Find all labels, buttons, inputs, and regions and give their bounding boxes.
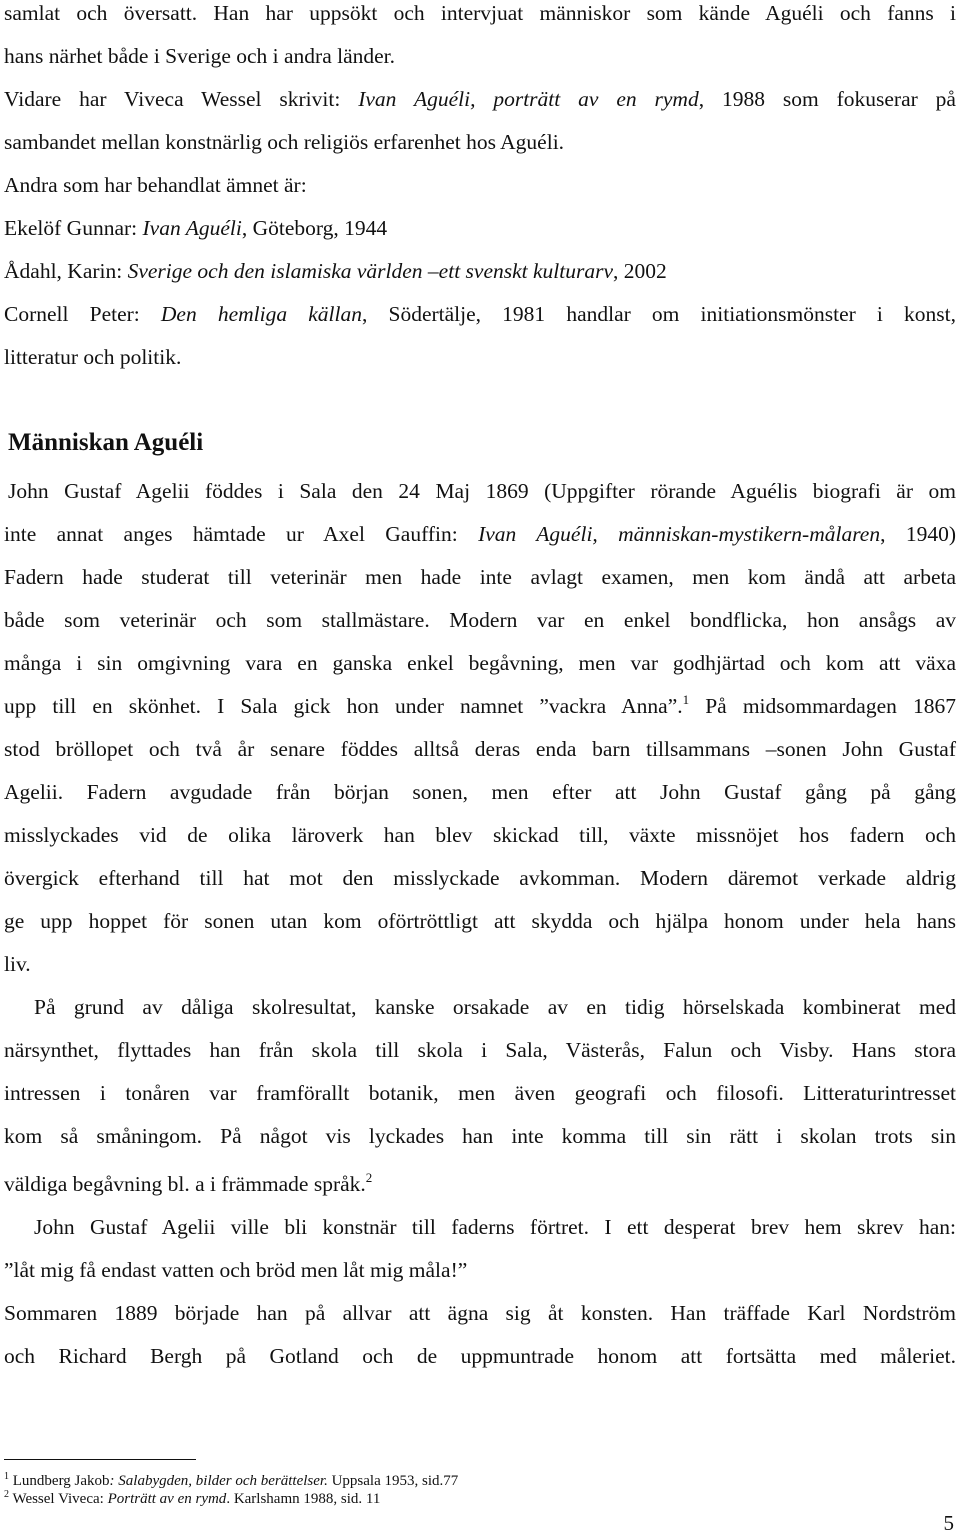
page-number: 5 <box>943 1511 954 1535</box>
body-line: inte annat anges hämtade ur Axel Gauffin: Ivan Aguéli, människan-mystikern-målaren, 1940) <box>4 522 956 546</box>
body-line: På grund av dåliga skolresultat, kanske orsakade av en tidig hörselskada kombinerat med <box>34 995 956 1019</box>
footnote-separator <box>4 1459 196 1460</box>
body-line: Agelii. Fadern avgudade från början sonen, men efter att John Gustaf gång på gång <box>4 780 956 804</box>
book-title: Ivan Aguéli, porträtt av en rymd <box>358 87 699 111</box>
body-line: intressen i tonåren var framförallt botanik, men även geografi och filosofi. Litteraturintresset <box>4 1081 956 1105</box>
body-line: upp till en skönhet. I Sala gick hon under namnet ”vackra Anna”.$^1$ På midsommardagen 1867 <box>4 692 956 718</box>
book-title: Ivan Aguéli, människan-mystikern-målaren <box>478 522 881 546</box>
book-title: Ivan Aguéli <box>142 216 242 240</box>
footnote-ref: 1 <box>682 692 690 707</box>
body-line: övergick efterhand till hat mot den misslyckade avkomman. Modern däremot verkade aldrig <box>4 866 956 890</box>
body-line: misslyckades vid de olika läroverk han blev skickad till, växte missnöjet hos fadern och <box>4 823 956 847</box>
body-line: många i sin omgivning vara en ganska enkel begåvning, men var godhjärtad och kom att växa <box>4 651 956 675</box>
reference-line: Ekelöf Gunnar: Ivan Aguéli, Göteborg, 1944 <box>4 216 388 240</box>
section-heading: Människan Aguéli <box>8 429 204 456</box>
body-line: litteratur och politik. <box>4 345 182 369</box>
body-line: sambandet mellan konstnärlig och religiös erfarenhet hos Aguéli. <box>4 130 565 154</box>
body-line: John Gustaf Agelii föddes i Sala den 24 Maj 1869 (Uppgifter rörande Aguélis biografi är om <box>8 479 956 503</box>
footnote-number: 1 <box>4 1471 9 1482</box>
book-title: Den hemliga källan <box>160 302 362 326</box>
book-title: Sverige och den islamiska världen –ett svenskt kulturarv <box>127 259 614 283</box>
body-line: närsynthet, flyttades han från skola till skola i Sala, Västerås, Falun och Visby. Hans stora <box>4 1038 956 1062</box>
reference-line: Ådahl, Karin: Sverige och den islamiska världen –ett svenskt kulturarv, 2002 <box>4 259 667 283</box>
body-line: hans närhet både i Sverige och i andra länder. <box>4 44 396 68</box>
footnote: $^1$ Lundberg Jakob: Salabygden, bilder och berättelser. Uppsala 1953, sid.77 <box>4 1471 459 1489</box>
body-line: ge upp hoppet för sonen utan kom oförtröttligt att skydda och hjälpa honom under hela hans <box>4 909 956 933</box>
body-line: både som veterinär och som stallmästare. Modern var en enkel bondflicka, hon ansågs av <box>4 608 956 632</box>
quote-line: ”låt mig få endast vatten och bröd men låt mig måla!” <box>4 1258 468 1282</box>
body-line: liv. <box>4 952 31 976</box>
body-line: och Richard Bergh på Gotland och de uppmuntrade honom att fortsätta med måleriet. <box>4 1344 956 1368</box>
body-line: väldiga begåvning bl. a i främmade språk.$^2$ <box>4 1170 373 1196</box>
body-line: Fadern hade studerat till veterinär men hade inte avlagt examen, men kom ändå att arbeta <box>4 565 956 589</box>
body-line: Sommaren 1889 började han på allvar att ägna sig åt konsten. Han träffade Karl Nordström <box>4 1301 956 1325</box>
body-line: John Gustaf Agelii ville bli konstnär till faderns förtret. I ett desperat brev hem skrev han: <box>34 1215 956 1239</box>
footnote-ref: 2 <box>365 1170 373 1185</box>
reference-line: Cornell Peter: Den hemliga källan, Södertälje, 1981 handlar om initiationsmönster i konst, <box>4 302 956 326</box>
body-line: Andra som har behandlat ämnet är: <box>4 173 307 197</box>
footnote-number: 2 <box>4 1489 9 1500</box>
footnote: $^2$ Wessel Viveca: Porträtt av en rymd. Karlshamn 1988, sid. 11 <box>4 1489 381 1507</box>
body-line: stod bröllopet och två år senare föddes alltså deras enda barn tillsammans –sonen John Gustaf <box>4 737 956 761</box>
body-line: Vidare har Viveca Wessel skrivit: Ivan Aguéli, porträtt av en rymd, 1988 som fokuserar på <box>4 87 956 111</box>
body-line: samlat och översatt. Han har uppsökt och intervjuat människor som kände Aguéli och fanns i <box>4 1 956 25</box>
body-line: kom så småningom. På något vis lyckades han inte komma till sin rätt i skolan trots sin <box>4 1124 956 1148</box>
